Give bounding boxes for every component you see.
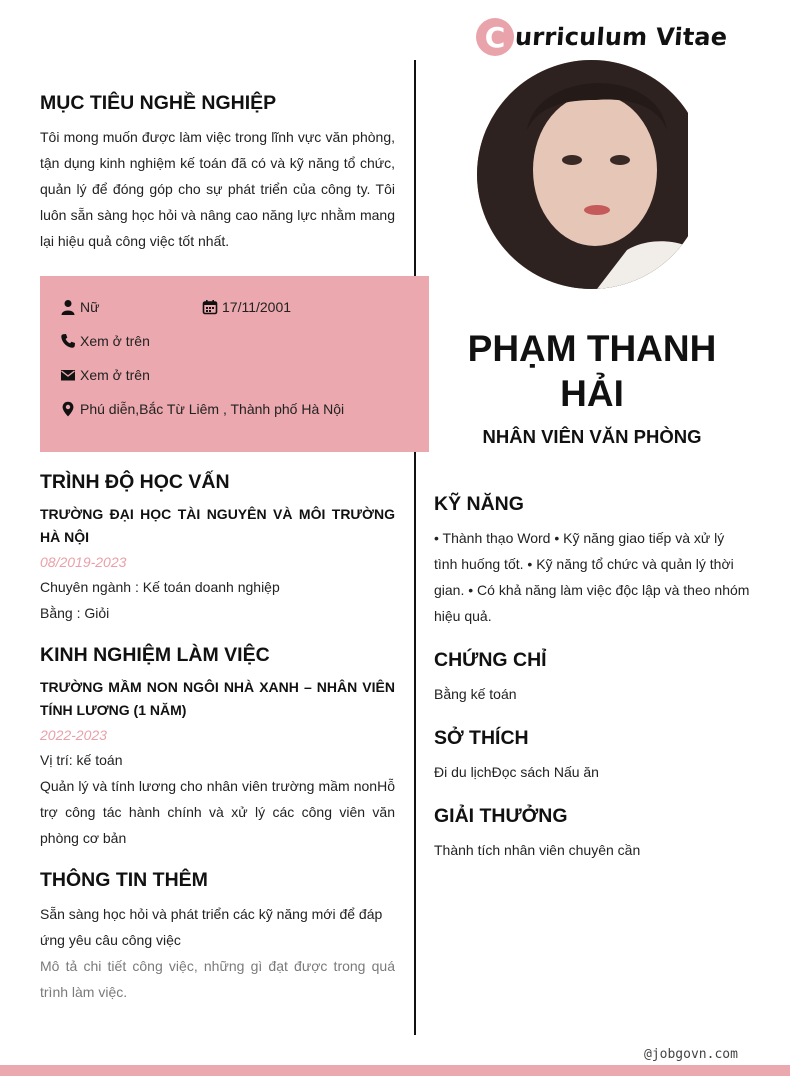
column-divider: [414, 60, 416, 1035]
experience-title: KINH NGHIỆM LÀM VIỆC: [40, 644, 270, 666]
experience-description: Quản lý và tính lương cho nhân viên trường mầm nonHỗ trợ công tác hành chính và xử lý các công viên văn phòng cơ bản: [40, 778, 395, 846]
objective-title: MỤC TIÊU NGHỀ NGHIỆP: [40, 92, 277, 114]
envelope-icon: [60, 367, 76, 383]
skills-title: KỸ NĂNG: [434, 493, 524, 515]
person-icon: [60, 299, 76, 315]
gender-row: [60, 299, 99, 315]
phone-row: [60, 333, 150, 349]
phone-value: Xem ở trên: [80, 333, 150, 349]
education-school: TRƯỜNG ĐẠI HỌC TÀI NGUYÊN VÀ MÔI TRƯỜNG HÀ NỘI: [40, 506, 395, 545]
objective-section: [40, 92, 395, 254]
gender-value: Nữ: [80, 299, 100, 315]
skills-section: [434, 493, 750, 629]
phone-icon: [60, 333, 76, 349]
hobbies-section: [434, 727, 750, 785]
calendar-icon: [202, 299, 218, 315]
education-section: [40, 471, 395, 626]
candidate-name: PHẠM THANH HẢI: [467, 328, 717, 414]
awards-text: Thành tích nhân viên chuyên cần: [434, 842, 641, 858]
education-major: Chuyên ngành : Kế toán doanh nghiệp: [40, 579, 280, 595]
logo-text: urriculum Vitae: [514, 23, 729, 51]
certificates-section: [434, 649, 750, 707]
additional-section: [40, 869, 395, 1005]
experience-company: TRƯỜNG MẦM NON NGÔI NHÀ XANH – NHÂN VIÊN TÍNH LƯƠNG (1 NĂM): [40, 679, 395, 718]
hobbies-title: SỞ THÍCH: [434, 727, 529, 749]
additional-text: Sẵn sàng học hỏi và phát triển các kỹ năng mới để đáp ứng yêu câu công việc: [40, 906, 383, 948]
location-pin-icon: [60, 401, 76, 417]
certificates-title: CHỨNG CHỈ: [434, 649, 547, 671]
cv-logo: [476, 16, 727, 58]
experience-position: Vị trí: kế toán: [40, 752, 123, 768]
contact-box: [40, 276, 429, 452]
birthday-row: [202, 299, 291, 315]
hobbies-text: Đi du lịchĐọc sách Nấu ăn: [434, 764, 599, 780]
education-title: TRÌNH ĐỘ HỌC VẤN: [40, 471, 230, 493]
logo-letter: C: [476, 18, 514, 56]
address-row: [60, 401, 344, 417]
skills-text: • Thành thạo Word • Kỹ năng giao tiếp và xử lý tình huống tốt. • Kỹ năng tổ chức và quản lý thời gian. • Có khả năng làm việc độc lập và theo nhóm hiệu quả.: [434, 530, 750, 624]
footer-brand: @jobgovn.com: [644, 1047, 738, 1062]
awards-title: GIẢI THƯỞNG: [434, 805, 568, 827]
profile-photo: [477, 60, 706, 289]
birthday-value: 17/11/2001: [222, 299, 292, 315]
footer-bar: [0, 1065, 790, 1076]
email-row: [60, 367, 150, 383]
experience-section: [40, 644, 395, 851]
address-value: Phú diễn,Bắc Từ Liêm , Thành phố Hà Nội: [80, 401, 345, 417]
objective-text: Tôi mong muốn được làm việc trong lĩnh vực văn phòng, tận dụng kinh nghiệm kế toán đã có và kỹ năng tổ chức, quản lý để đóng góp cho sự phát triển của công ty. Tôi luôn sẵn sàng học hỏi và nâng cao năng lực nhằm mang lại hiệu quả công việc tốt nhất.: [40, 129, 395, 249]
photo-crop-mask: [688, 55, 718, 295]
profile-photo-art: [477, 60, 706, 289]
education-period: 08/2019-2023: [40, 554, 127, 570]
education-degree: Bằng : Giỏi: [40, 605, 110, 621]
experience-period: 2022-2023: [40, 727, 107, 743]
additional-title: THÔNG TIN THÊM: [40, 869, 208, 891]
candidate-job-title: NHÂN VIÊN VĂN PHÒNG: [482, 426, 702, 447]
awards-section: [434, 805, 750, 863]
email-value: Xem ở trên: [80, 367, 150, 383]
certificates-text: Bằng kế toán: [434, 686, 517, 702]
additional-note: Mô tả chi tiết công việc, những gì đạt được trong quá trình làm việc.: [40, 958, 395, 1000]
